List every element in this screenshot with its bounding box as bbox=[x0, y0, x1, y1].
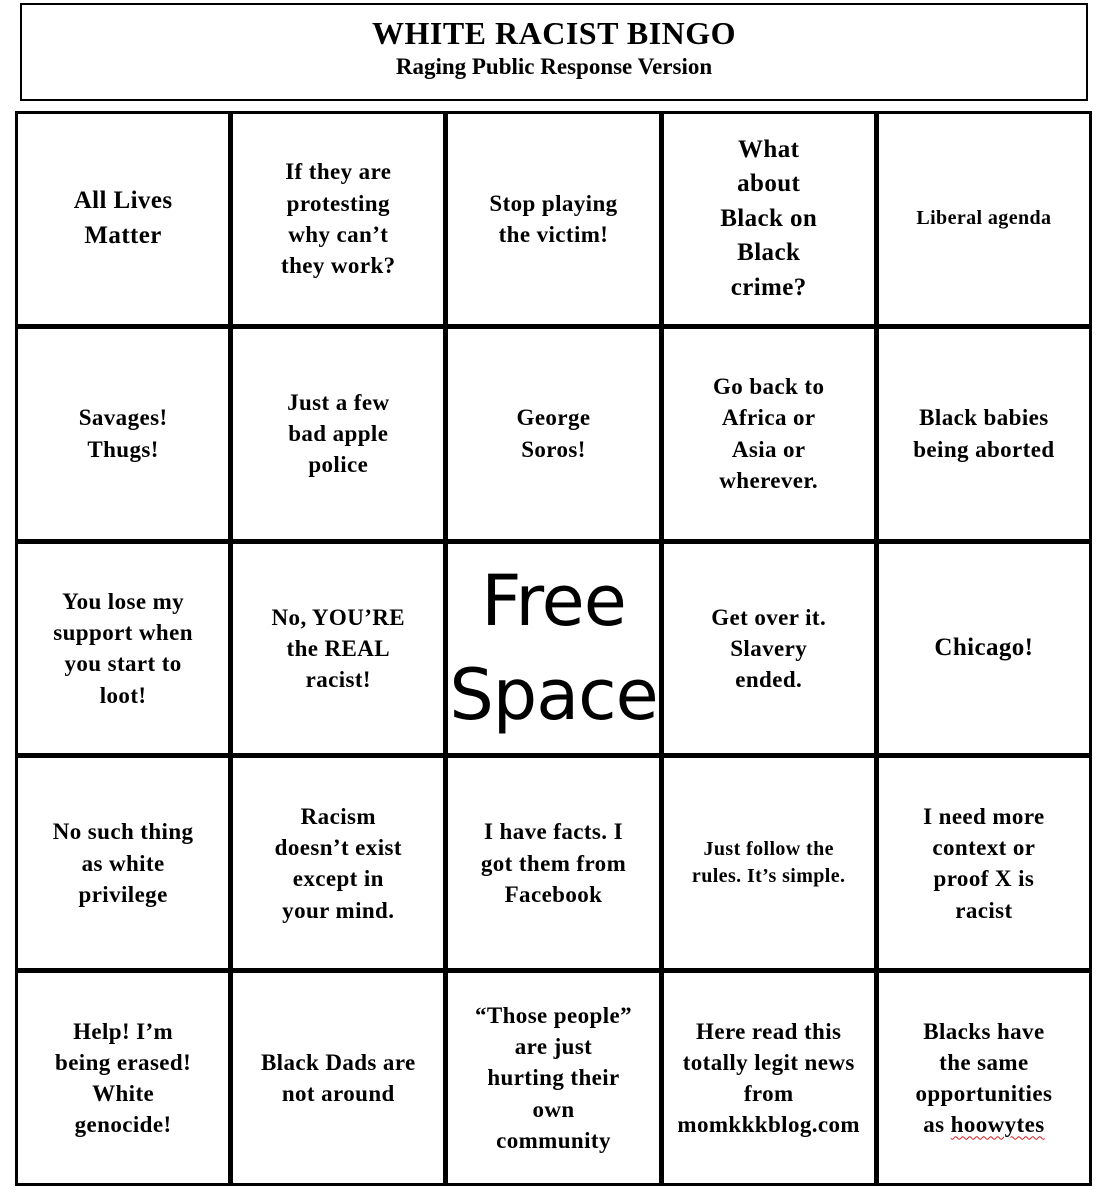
bingo-cell-4-2[interactable]: Racism doesn’t exist except in your mind. bbox=[233, 758, 443, 968]
bingo-cell-1-2[interactable]: If they are protesting why can’t they work? bbox=[233, 114, 443, 324]
bingo-cell-2-4[interactable]: Go back to Africa or Asia or wherever. bbox=[664, 329, 874, 539]
bingo-cell-3-2[interactable]: No, YOU’RE the REAL racist! bbox=[233, 544, 443, 754]
bingo-cell-4-3[interactable]: I have facts. I got them from Facebook bbox=[448, 758, 658, 968]
bingo-cell-2-1[interactable]: Savages! Thugs! bbox=[18, 329, 228, 539]
bingo-cell-5-2[interactable]: Black Dads are not around bbox=[233, 973, 443, 1183]
bingo-cell-4-1[interactable]: No such thing as white privilege bbox=[18, 758, 228, 968]
bingo-cell-5-1[interactable]: Help! I’m being erased! White genocide! bbox=[18, 973, 228, 1183]
misspelled-word: hoowytes bbox=[950, 1112, 1045, 1138]
bingo-cell-1-5[interactable]: Liberal agenda bbox=[879, 114, 1089, 324]
page-title: WHITE RACIST BINGO bbox=[371, 15, 737, 51]
bingo-cell-5-3[interactable]: “Those people” are just hurting their own community bbox=[448, 973, 658, 1183]
bingo-cell-2-5[interactable]: Black babies being aborted bbox=[879, 329, 1089, 539]
bingo-cell-1-4[interactable]: What about Black on Black crime? bbox=[664, 114, 874, 324]
bingo-cell-3-1[interactable]: You lose my support when you start to loot! bbox=[18, 544, 228, 754]
bingo-cell-3-4[interactable]: Get over it. Slavery ended. bbox=[664, 544, 874, 754]
bingo-cell-2-2[interactable]: Just a few bad apple police bbox=[233, 329, 443, 539]
bingo-cell-4-5[interactable]: I need more context or proof X is racist bbox=[879, 758, 1089, 968]
title-box bbox=[20, 3, 1088, 101]
bingo-cell-1-1[interactable]: All Lives Matter bbox=[18, 114, 228, 324]
bingo-cell-5-5-text bbox=[905, 1016, 1063, 1141]
bingo-cell-1-3[interactable]: Stop playing the victim! bbox=[448, 114, 658, 324]
free-space-cell[interactable]: Free Space bbox=[448, 544, 658, 754]
page-subtitle: Raging Public Response Version bbox=[395, 54, 713, 79]
bingo-cell-2-3[interactable]: George Soros! bbox=[448, 329, 658, 539]
bingo-cell-5-5-label: Blacks have the same opportunities as bbox=[915, 1018, 1053, 1138]
bingo-grid bbox=[15, 111, 1092, 1186]
bingo-cell-5-4[interactable]: Here read this totally legit news from momkkkblog.com bbox=[664, 973, 874, 1183]
bingo-cell-4-4[interactable]: Just follow the rules. It’s simple. bbox=[664, 758, 874, 968]
bingo-cell-5-5[interactable] bbox=[879, 973, 1089, 1183]
bingo-cell-3-5[interactable]: Chicago! bbox=[879, 544, 1089, 754]
